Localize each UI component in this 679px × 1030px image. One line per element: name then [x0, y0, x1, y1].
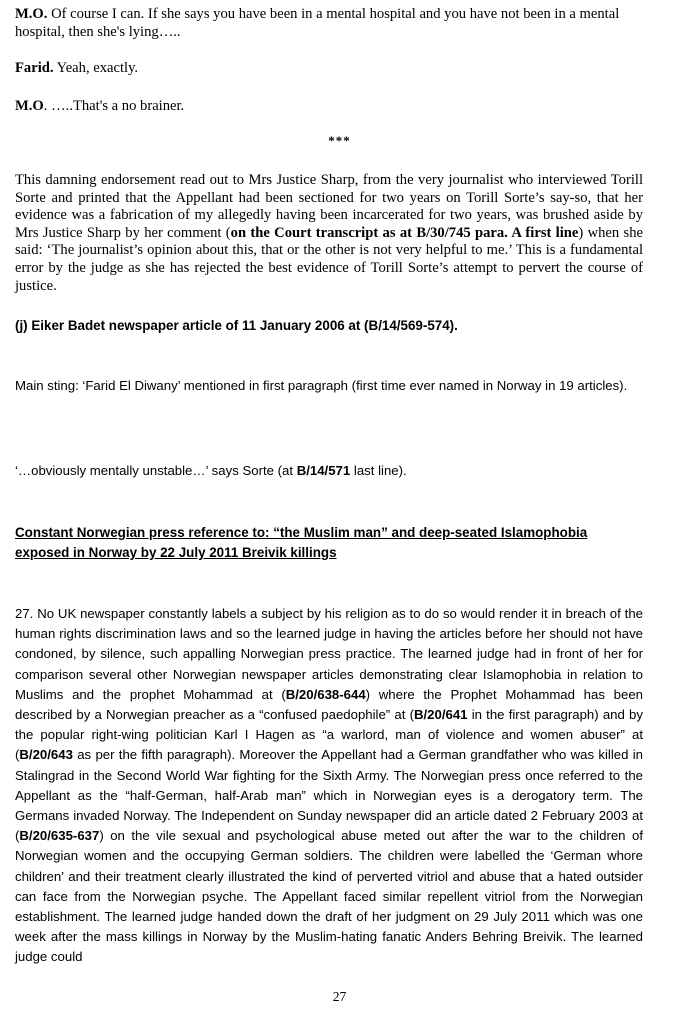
- bundle-reference: B/14/571: [296, 463, 351, 478]
- bundle-reference: B/20/635-637: [19, 828, 100, 844]
- transcript-reference: on the Court transcript as at B/30/745 para. A first line: [230, 224, 579, 241]
- judgment-paragraph: [15, 172, 643, 295]
- main-sting-paragraph: Main sting: ‘Farid El Diwany’ mentioned in first paragraph (first time ever named in Norway in 19 articles).: [15, 378, 628, 393]
- bundle-reference: B/20/641: [413, 707, 468, 723]
- quote-text: last line).: [350, 463, 407, 478]
- paragraph-text: This damning endorsement read out to Mrs Justice Sharp, from the very journalist who interviewed Torill Sorte and printed that the Appellant had been sectioned for two years on Torill Sorte’s say-so, that her evidence was a fabrication of my allegedly having been incarcerated for two years, was brushed aside by Mrs Justice Sharp by her comment (: [15, 172, 643, 241]
- speaker-label: M.O: [15, 98, 44, 114]
- bundle-reference: B/20/638-644: [285, 686, 366, 702]
- paragraph-text: ) on the vile sexual and psychological abuse meted out after the war to the children of Norwegian women and the occupying German soldiers. The children were labelled the ‘German whore children’ and their treatment clearly illustrated the kind of perverted vitriol and abuse that a hated outsider can face from the Norwegian psyche. The Appellant faced similar repellent vitriol from the Norwegian establishment. The learned judge handed down the draft of her judgment on 29 July 2011 which was one week after the mass killings in Norway by the Muslim-hating fanatic Anders Behring Breivik. The learned judge could: [15, 828, 643, 965]
- paragraph-text: in the first paragraph) and by the popular right-wing politician Karl I Hagen as “a warlord, man of violence and women abuser” at (: [15, 707, 643, 763]
- section-divider: ***: [328, 133, 351, 148]
- paragraph-text: as per the fifth paragraph). Moreover the Appellant had a German grandfather who was killed in Stalingrad in the Second World War fighting for the Sixth Army. The Norwegian press once referred to the Appellant as the “half-German, half-Arab man” which in Norwegian eyes is a derogatory term. The Germans invaded Norway. The Independent on Sunday newspaper did an article dated 2 February 2003 at (: [15, 747, 643, 844]
- section-heading-press: Constant Norwegian press reference to: “the Muslim man” and deep-seated Islamophobia exposed in Norway by 22 July 2011 Breivik killings: [15, 525, 588, 561]
- paragraph-27: [15, 604, 643, 968]
- quote-text: ‘…obviously mentally unstable…’ says Sorte (at: [15, 463, 297, 478]
- dialogue-text: . …..That's a no brainer.: [43, 98, 185, 114]
- page-number: 27: [332, 989, 347, 1004]
- dialogue-text: Yeah, exactly.: [53, 60, 139, 76]
- dialogue-line-mo: [15, 6, 643, 41]
- speaker-label: M.O.: [15, 6, 48, 22]
- paragraph-text: ) when she said: ‘The journalist’s opinion about this, that or the other is not very helpful to me.’ This is a fundamental error by the judge as she has rejected the best evidence of Torill Sorte’s attempt to pervert the course of justice.: [15, 224, 643, 294]
- paragraph-text: 27. No UK newspaper constantly labels a subject by his religion as to do so would render it in breach of the human rights discrimination laws and so the learned judge in having the articles before her should not have condoned, by silence, such appalling Norwegian press practice. The learned judge had in front of her for comparison several other Norwegian newspaper articles demonstrating clear Islamophobia in relation to Muslims and the prophet Mohammad at (: [15, 606, 643, 702]
- dialogue-line-farid: [15, 60, 643, 78]
- bundle-reference: B/20/643: [19, 747, 73, 763]
- dialogue-text: Of course I can. If she says you have been in a mental hospital and you have not been in a mental hospital, then she's lying…..: [15, 6, 620, 40]
- quote-paragraph: [15, 461, 643, 481]
- section-heading-j: (j) Eiker Badet newspaper article of 11 January 2006 at (B/14/569-574).: [15, 318, 458, 333]
- dialogue-line-mo-2: [15, 98, 643, 116]
- paragraph-text: ) where the Prophet Mohammad has been described by a Norwegian preacher as a “confused paedophile” at (: [15, 686, 644, 723]
- speaker-label: Farid.: [15, 60, 54, 76]
